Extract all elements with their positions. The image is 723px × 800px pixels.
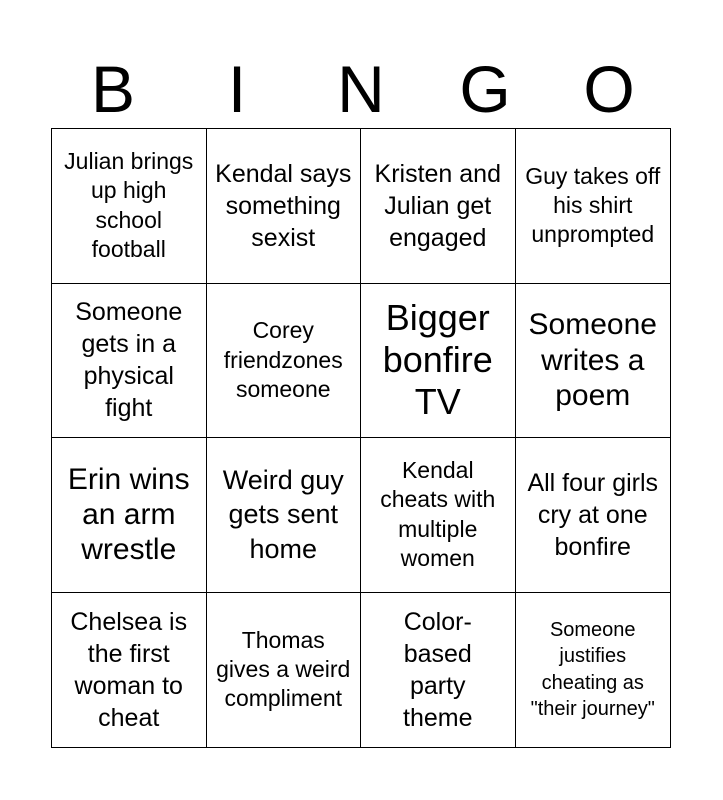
cell-text: Someone justifies cheating as "their journey" bbox=[530, 618, 655, 721]
bingo-cell[interactable] bbox=[361, 593, 516, 748]
cell-text: Thomas gives a weird compliment bbox=[216, 626, 351, 712]
bingo-cell[interactable] bbox=[207, 438, 362, 593]
cell-text: Someone gets in a physical fight bbox=[75, 298, 183, 423]
bingo-cell[interactable] bbox=[207, 593, 362, 748]
cell-text: Color-based party theme bbox=[403, 607, 473, 732]
cell-text: Weird guy gets sent home bbox=[222, 464, 344, 565]
bingo-cell[interactable] bbox=[361, 438, 516, 593]
cell-text: Guy takes off his shirt unprompted bbox=[525, 162, 661, 248]
bingo-cell[interactable] bbox=[361, 129, 516, 284]
header-letter-b: B bbox=[90, 52, 136, 126]
bingo-cell[interactable] bbox=[516, 593, 671, 748]
header-letter-g: G bbox=[459, 52, 511, 126]
bingo-cell[interactable] bbox=[516, 438, 671, 593]
bingo-cell[interactable] bbox=[207, 129, 362, 284]
bingo-cell[interactable] bbox=[516, 284, 671, 439]
bingo-cell[interactable] bbox=[361, 284, 516, 439]
cell-text: Kristen and Julian get engaged bbox=[374, 159, 501, 252]
cell-text: Corey friendzones someone bbox=[223, 317, 343, 402]
bingo-cell[interactable] bbox=[52, 438, 207, 593]
bingo-header bbox=[51, 52, 671, 126]
bingo-cell[interactable] bbox=[52, 593, 207, 748]
cell-text: Someone writes a poem bbox=[528, 308, 657, 412]
bingo-cell[interactable] bbox=[516, 129, 671, 284]
header-letter-n: N bbox=[337, 52, 385, 126]
cell-text: Chelsea is the first woman to cheat bbox=[70, 607, 188, 732]
header-letter-o: O bbox=[583, 52, 635, 126]
header-letter-i: I bbox=[227, 52, 247, 126]
cell-text: Bigger bonfire TV bbox=[382, 296, 493, 423]
cell-text: All four girls cry at one bonfire bbox=[527, 468, 659, 561]
cell-text: Julian brings up high school football bbox=[64, 147, 194, 263]
bingo-cell[interactable] bbox=[52, 284, 207, 439]
cell-text: Erin wins an arm wrestle bbox=[67, 462, 190, 567]
bingo-cell[interactable] bbox=[207, 284, 362, 439]
bingo-board bbox=[51, 128, 671, 748]
cell-text: Kendal says something sexist bbox=[215, 159, 352, 252]
cell-text: Kendal cheats with multiple women bbox=[380, 456, 496, 572]
bingo-cell[interactable] bbox=[52, 129, 207, 284]
